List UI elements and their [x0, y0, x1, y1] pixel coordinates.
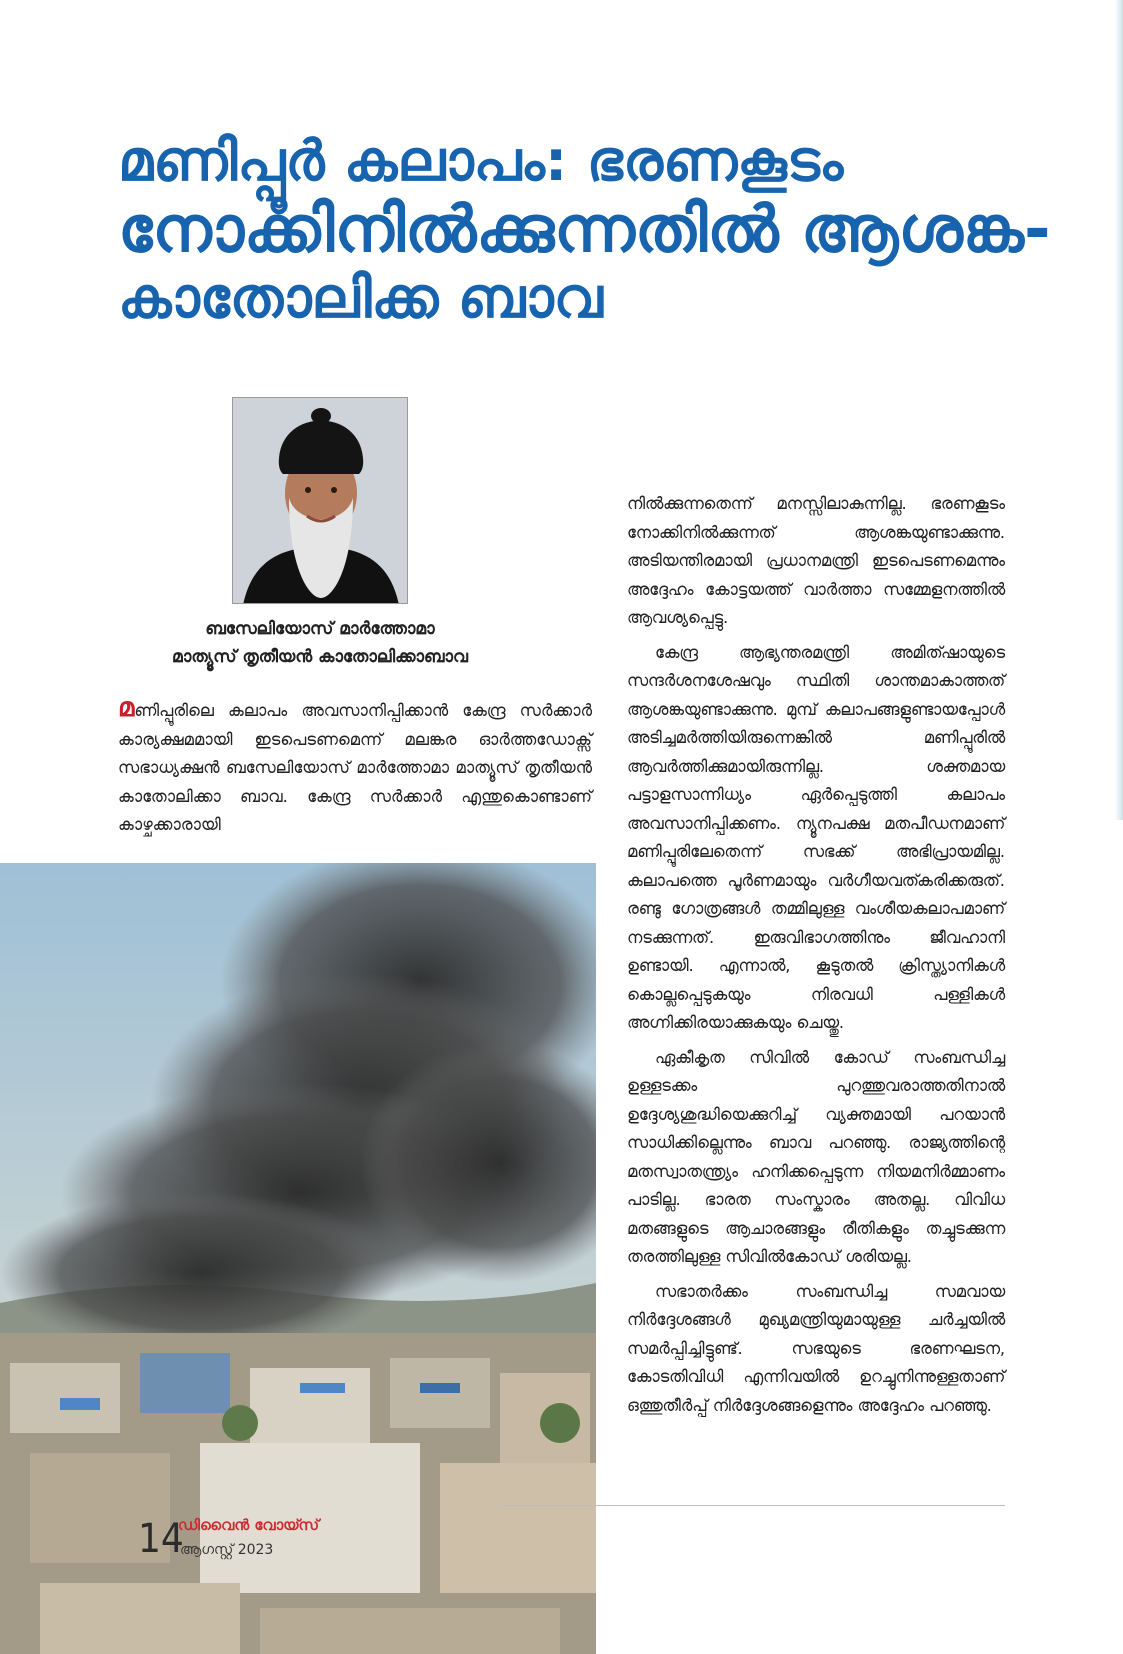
footer-rule [500, 1505, 1005, 1506]
page-edge-strip [1115, 0, 1123, 820]
issue-date: ആഗസ്റ്റ് 2023 [180, 1542, 274, 1558]
column2-paragraph-4: സഭാതർക്കം സംബന്ധിച്ച സമവായ നിർദ്ദേശങ്ങൾ മുഖ്യമന്ത്രിയുമായുള്ള ചർച്ചയിൽ സമർപ്പിച്ചിട്ടുണ്ട്. സഭയുടെ ഭരണഘടന, കോടതിവിധി എന്നിവയിൽ ഉറച്ചുനിന്നുള്ളതാണ് ഒത്തുതീർപ്പ് നിർദ്ദേശങ്ങളെന്നും അദ്ദേഹം പറഞ്ഞു. [627, 1281, 1005, 1415]
page-folio [138, 1512, 398, 1572]
column2-paragraph-1: നിൽക്കുന്നതെന്ന് മനസ്സിലാകുന്നില്ല. ഭരണകൂടം നോക്കിനിൽക്കുന്നത് ആശങ്കയുണ്ടാക്കുന്നു. അടിയന്തിരമായി പ്രധാനമന്ത്രി ഇടപെടണമെന്നും അദ്ദേഹം കോട്ടയത്ത് വാർത്താ സമ്മേളനത്തിൽ ആവശ്യപ്പെട്ടു. [627, 494, 1005, 627]
headline-line-1: മണിപ്പൂർ കലാപം: ഭരണകൂടം [118, 129, 844, 194]
publication-name: ഡിവൈൻ വോയ്സ് [178, 1516, 320, 1534]
catholicos-portrait-photo [232, 397, 408, 604]
page-number: 14 [138, 1516, 184, 1562]
article-headline [118, 129, 1051, 331]
column2-paragraph-3: ഏകീകൃത സിവിൽ കോഡ് സംബന്ധിച്ച ഉള്ളടക്കം പുറത്തുവരാത്തതിനാൽ ഉദ്ദേശ്യശുദ്ധിയെക്കുറിച്ച് വ്യക്തമായി പറയാൻ സാധിക്കില്ലെന്നും ബാവ പറഞ്ഞു. രാജ്യത്തിന്റെ മതസ്വാതന്ത്ര്യം ഹനിക്കപ്പെടുന്ന നിയമനിർമ്മാണം പാടില്ല. ഭാരത സംസ്കാരം അതല്ല. വിവിധ മതങ്ങളുടെ ആചാരങ്ങളും രീതികളും തച്ചുടക്കുന്ന തരത്തിലുള്ള സിവിൽകോഡ് ശരിയല്ല. [627, 1047, 1005, 1266]
headline-line-2: നോക്കിനിൽക്കുന്നതിൽ ആശങ്ക- [118, 192, 1051, 267]
column2-paragraph-2: കേന്ദ്ര ആഭ്യന്തരമന്ത്രി അമിത്ഷായുടെ സന്ദർശനശേഷവും സ്ഥിതി ശാന്തമാകാത്തത് ആശങ്കയുണ്ടാക്കുന്നു. മുമ്പ് കലാപങ്ങളുണ്ടായപ്പോൾ അടിച്ചമർത്തിയിരുന്നെങ്കിൽ മണിപ്പൂരിൽ ആവർത്തിക്കുമായിരുന്നില്ല. ശക്തമായ പട്ടാളസാന്നിധ്യം ഏർപ്പെടുത്തി കലാപം അവസാനിപ്പിക്കണം. ന്യൂനപക്ഷ മതപീഡനമാണ് മണിപ്പൂരിലേതെന്ന് സഭക്ക് അഭിപ്രായമില്ല. കലാപത്തെ പൂർണമായും വർഗീയവത്കരിക്കരുത്. രണ്ടു ഗോത്രങ്ങൾ തമ്മിലുള്ള വംശീയകലാപമാണ് നടക്കുന്നത്. ഇരുവിഭാഗത്തിനും ജീവഹാനി ഉണ്ടായി. എന്നാൽ, കൂടുതൽ ക്രിസ്ത്യാനികൾ കൊല്ലപ്പെടുകയും നിരവധി പള്ളികൾ അഗ്നിക്കിരയാക്കുകയും ചെയ്തു. [627, 642, 1005, 1032]
portrait-illustration [233, 398, 408, 604]
drop-cap: മ [118, 693, 135, 723]
intro-text: ണിപ്പൂരിലെ കലാപം അവസാനിപ്പിക്കാൻ കേന്ദ്ര സർക്കാർ കാര്യക്ഷമമായി ഇടപെടണമെന്ന് മലങ്കര ഓർത്തഡോക്സ് സഭാധ്യക്ഷൻ ബസേലിയോസ് മാർത്തോമാ മാത്യൂസ് തൃതീയൻ കാതോലിക്കാ ബാവ. കേന്ദ്ര സർക്കാർ എന്തുകൊണ്ടാണ് കാഴ്ചക്കാരായി [118, 701, 592, 834]
caption-line-1: ബസേലിയോസ് മാർത്തോമാ [205, 619, 435, 639]
article-column-2 [627, 490, 1005, 1420]
caption-line-2: മാത്യൂസ് തൃതീയൻ കാതോലിക്കാബാവ [172, 647, 468, 667]
photo-caption [100, 615, 540, 671]
intro-paragraph [118, 694, 592, 840]
headline-line-3: കാതോലിക്ക ബാവ [118, 265, 603, 331]
